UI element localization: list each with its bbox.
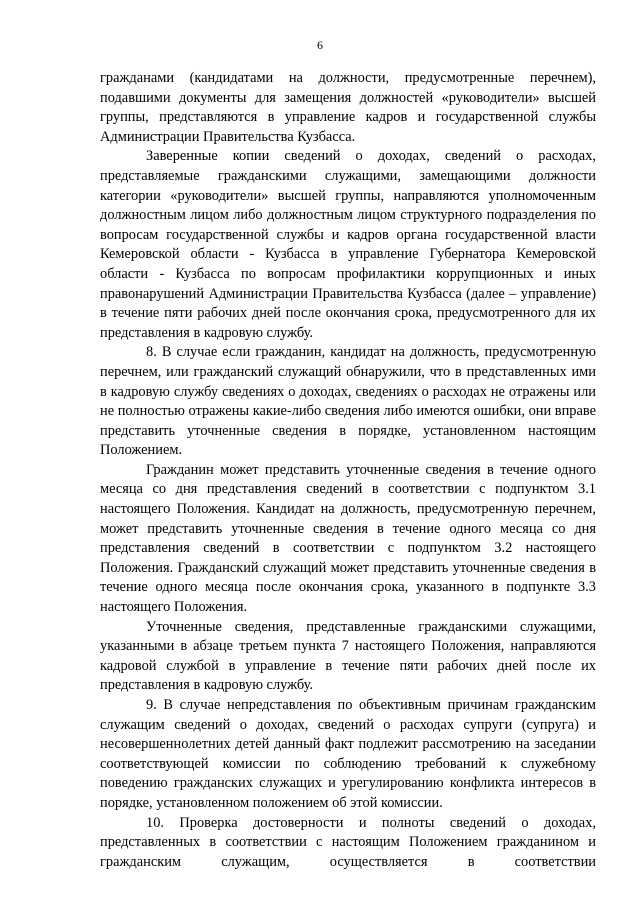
paragraph-7: 10. Проверка достоверности и полноты сведений о доходах, представленных в соответствии с настоящим Положением гражданином и гражданским служащим, осуществляется в соответствии: [100, 814, 596, 870]
paragraph-5: Уточненные сведения, представленные гражданскими служащими, указанными в абзаце третьем пункта 7 настоящего Положения, направляются кадровой службой в управление в течение пяти рабочих дней после их представления в кадровую службу.: [100, 618, 596, 694]
paragraph-2: Заверенные копии сведений о доходах, сведений о расходах, представляемые гражданскими служащими, замещающими должности категории «руководители» высшей группы, направляются уполномоченным должностным лицом либо должностным лицом структурного подразделения по вопросам государственной службы и кадров органа государственной власти Кемеровской области - Кузбасса в управление Губернатора Кемеровской области - Кузбасса по вопросам профилактики коррупционных и иных правонарушений Администрации Правительства Кузбасса (далее – управление) в течение пяти рабочих дней после окончания срока, предусмотренного для их представления в кадровую службу.: [100, 148, 596, 341]
document-body: [100, 69, 596, 872]
page-number: 6: [317, 38, 323, 52]
paragraph-4: Гражданин может представить уточненные сведения в течение одного месяца со дня представления сведений в соответствии с подпунктом 3.1 настоящего Положения. Кандидат на должность, предусмотренную перечнем, может представить уточненные сведения в течение одного месяца со дня представления сведений в соответствии с подпунктом 3.2 настоящего Положения. Гражданский служащий может представить уточненные сведения в течение одного месяца после окончания срока, указанного в подпункте 3.3 настоящего Положения.: [100, 461, 596, 616]
paragraph-3: 8. В случае если гражданин, кандидат на должность, предусмотренную перечнем, или гражданский служащий обнаружили, что в представленных ими в кадровую службу сведениях о доходах, сведениях о расходах не отражены или не полностью отражены какие-либо сведения либо имеются ошибки, они вправе представить уточненные сведения в порядке, установленном настоящим Положением.: [100, 344, 596, 459]
paragraph-1: гражданами (кандидатами на должности, предусмотренные перечнем), подавшими документы для замещения должностей «руководители» высшей группы, представляются в управление кадров и государственной службы Администрации Правительства Кузбасса.: [100, 70, 596, 145]
paragraph-6: 9. В случае непредставления по объективным причинам гражданским служащим сведений о доходах, сведений о расходах супруги (супруга) и несовершеннолетних детей данный факт подлежит рассмотрению на заседании соответствующей комиссии по соблюдению требований к служебному поведению гражданских служащих и урегулированию конфликта интересов в порядке, установленном положением об этой комиссии.: [100, 697, 596, 811]
